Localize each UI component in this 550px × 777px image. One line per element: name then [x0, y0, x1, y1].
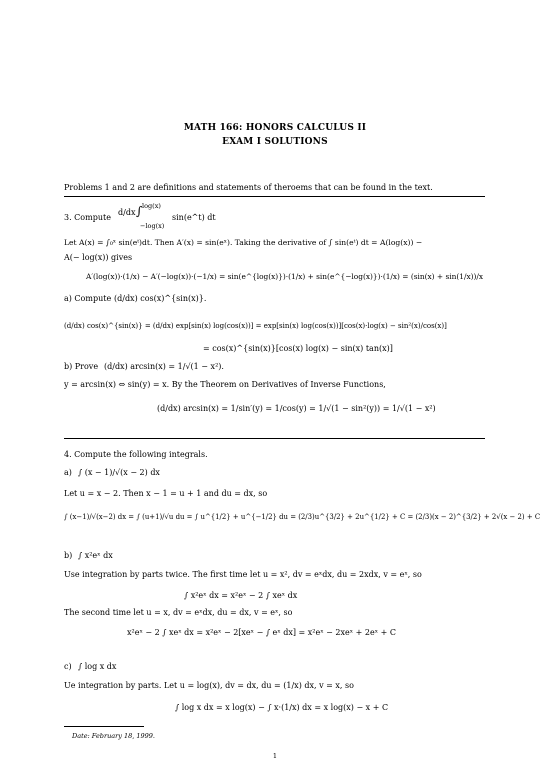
p3a-line-2: = cos(x)^{sin(x)}[cos(x) log(x) − sin(x) tan(x)]	[203, 344, 393, 353]
p4b-text-2: The second time let u = x, dv = eˣdx, du = dx, v = eˣ, so	[64, 608, 293, 617]
title-line-1: MATH 166: HONORS CALCULUS II	[183, 123, 367, 133]
p3-label: 3. Compute	[64, 213, 111, 222]
p3b-equation: (d/dx) arcsin(x) = 1/sin′(y) = 1/cos(y) = 1/√(1 − sin²(y)) = 1/√(1 − x²)	[157, 404, 436, 413]
p3b-label: b) Prove	[64, 362, 99, 371]
p4a-text: Let u = x − 2. Then x − 1 = u + 1 and du = dx, so	[64, 489, 268, 498]
p4b-equation-1: ∫ x²eˣ dx = x²eˣ − 2 ∫ xeˣ dx	[184, 591, 298, 600]
footnote-date: Date: February 18, 1999.	[72, 732, 155, 740]
intro-text: Problems 1 and 2 are definitions and statements of theroems that can be found in the text.	[64, 183, 433, 192]
p4a-label: a)	[64, 468, 72, 477]
p4-label: 4. Compute the following integrals.	[64, 450, 208, 459]
p4c-label: c)	[64, 662, 72, 671]
p3-integrand: sin(e^t) dt	[172, 213, 216, 222]
p3a-label: a) Compute	[64, 294, 112, 303]
p3a-line-1: (d/dx) cos(x)^{sin(x)} = (d/dx) exp[sin(x) log(cos(x))] = exp[sin(x) log(cos(x))][cos(x)·log(x) − sin²(x)/cos(x)]	[64, 322, 447, 330]
p3b-text: y = arcsin(x) ⇔ sin(y) = x. By the Theorem on Derivatives of Inverse Functions,	[64, 380, 386, 389]
p4a-expression: ∫ (x − 1)/√(x − 2) dx	[78, 468, 160, 477]
p4c-equation: ∫ log x dx = x log(x) − ∫ x·(1/x) dx = x log(x) − x + C	[175, 703, 389, 712]
footnote-rule	[64, 726, 144, 727]
p3-cont-text: A(− log(x)) gives	[64, 253, 133, 262]
p4c-text: Ue integration by parts. Let u = log(x), dv = dx, du = (1/x) dx, v = x, so	[64, 681, 354, 690]
p3b-expression: (d/dx) arcsin(x) = 1/√(1 − x²).	[104, 362, 224, 371]
section-rule-1	[64, 196, 485, 197]
p4b-label: b)	[64, 551, 73, 560]
p3-main-equation: A′(log(x))·(1/x) − A′(−log(x))·(−1/x) = sin(e^{log(x)})·(1/x) + sin(e^{−log(x)})·(1/x) = (sin(x) + sin(1/x))/x	[86, 272, 484, 281]
p4b-expression: ∫ x²eˣ dx	[78, 551, 113, 560]
p3-integral-sign: ∫	[136, 204, 143, 218]
p3-deriv: d/dx	[118, 208, 136, 217]
p3-upper-limit: log(x)	[142, 202, 161, 210]
section-rule-2	[64, 438, 485, 439]
p4b-equation-2: x²eˣ − 2 ∫ xeˣ dx = x²eˣ − 2[xeˣ − ∫ eˣ dx] = x²eˣ − 2xeˣ + 2eˣ + C	[127, 628, 397, 637]
p3a-expression: (d/dx) cos(x)^{sin(x)}.	[114, 294, 207, 303]
p3-lower-limit: −log(x)	[140, 222, 165, 230]
title-line-2: EXAM I SOLUTIONS	[222, 137, 328, 147]
p4a-equation: ∫ (x−1)/√(x−2) dx = ∫ (u+1)/√u du = ∫ u^{1/2} + u^{−1/2} du = (2/3)u^{3/2} + 2u^{1/2} + C = (2/3)(x − 2)^{3/2} + 2√(x − 2) + C	[64, 513, 541, 521]
p3-let-text: Let A(x) = ∫₀ˣ sin(eᵗ)dt. Then A′(x) = sin(eˣ). Taking the derivative of ∫ sin(eᵗ) dt = A(log(x)) −	[64, 238, 423, 247]
page-number: 1	[272, 752, 278, 760]
p4c-expression: ∫ log x dx	[78, 662, 117, 671]
p4b-text-1: Use integration by parts twice. The first time let u = x², dv = eˣdx, du = 2xdx, v = eˣ, so	[64, 570, 422, 579]
